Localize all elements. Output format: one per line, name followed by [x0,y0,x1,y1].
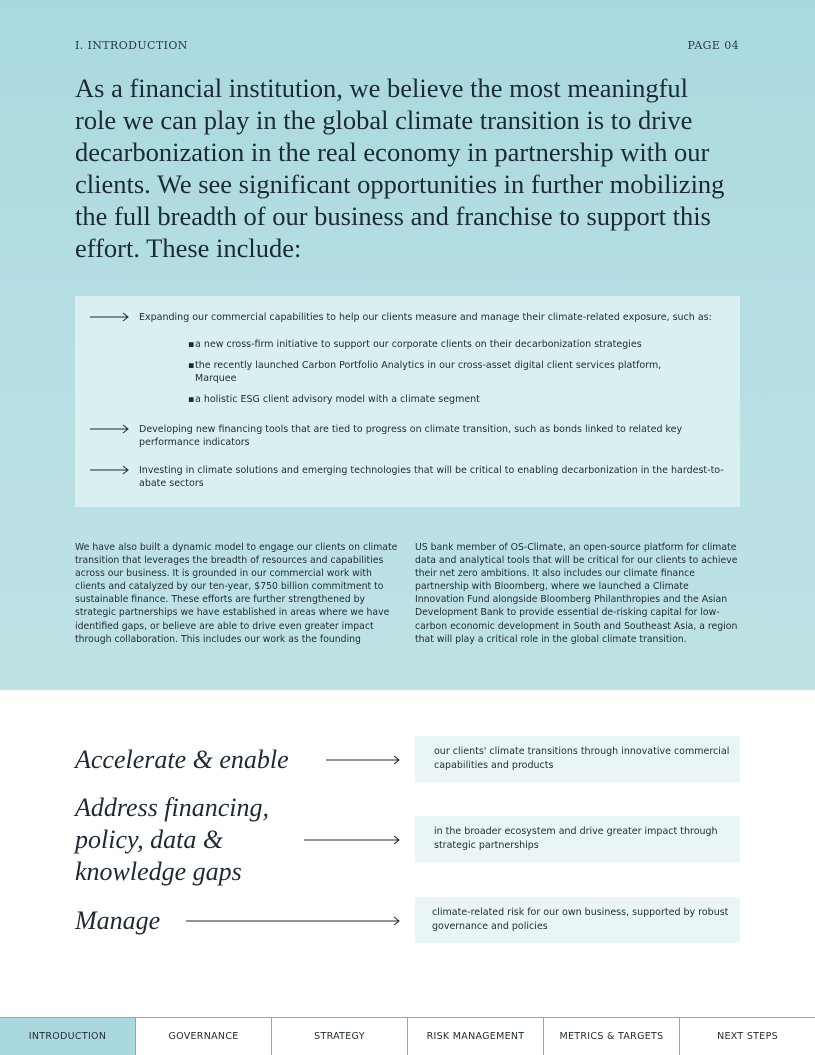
pillar-description: our clients' climate transitions through innovative commercial capabilities and products [434,746,730,771]
pillar-title [75,744,289,776]
nav-tab-governance[interactable]: GOVERNANCE [135,1018,271,1055]
pillar-title [75,905,160,937]
body-paragraph-left: We have also built a dynamic model to engage our clients on climate transition that leverages the breadth of resources and capabilities across our business. It is grounded in our commercial work with clients and catalyzed by our ten-year, $750 billion commitment to sustainable finance. These efforts are further strengthened by strategic partnerships we have established in areas where we have identified gaps, or believe are able to drive even greater impact through collaboration. This includes our work as the founding [75,542,398,645]
pillar-title-line: Accelerate & enable [75,745,289,774]
nav-tab-next-steps[interactable]: NEXT STEPS [679,1018,815,1055]
pillar-description: in the broader ecosystem and drive greater impact through strategic partnerships [434,826,718,851]
sub-list-item [188,338,668,351]
pillar-description-box [415,816,740,862]
page-number: PAGE 04 [687,39,739,52]
arrow-right-icon [186,916,401,926]
pillar-title-line: knowledge gaps [75,857,242,886]
pillar-title-line: policy, data & [75,825,224,854]
arrow-right-icon [90,465,130,475]
section-label: I. INTRODUCTION [75,39,188,52]
sub-item-text: the recently launched Carbon Portfolio Analytics in our cross-asset digital client services platform, Marquee [195,360,662,384]
initiative-item [90,464,729,490]
arrow-right-icon [90,424,130,434]
initiative-text: Investing in climate solutions and emerging technologies that will be critical to enabling decarbonization in the hardest-to-abate sectors [139,465,724,489]
nav-tab-introduction[interactable]: INTRODUCTION [0,1018,135,1055]
arrow-right-icon [304,835,401,845]
initiative-item [90,311,729,324]
body-paragraph-right: US bank member of OS-Climate, an open-source platform for climate data and analytical tools that will be critical for our clients to achieve their net zero ambitions. It also includes our climate finance partnership with Bloomberg, where we launched a Climate Innovation Fund alongside Bloomberg Philanthropies and the Asian Development Bank to provide essential de-risking capital for low-carbon economic development in South and Southeast Asia, a region that will play a critical role in the global climate transition. [415,542,738,645]
bullet: ▪ [188,360,195,371]
pillar-description-box [415,736,740,782]
arrow-right-icon [326,755,401,765]
pillar-title [75,792,269,888]
nav-tab-strategy[interactable]: STRATEGY [271,1018,407,1055]
pillar-title-line: Manage [75,906,161,935]
nav-tab-metrics-targets[interactable]: METRICS & TARGETS [543,1018,679,1055]
bullet: ▪ [188,394,195,405]
section-nav [0,1017,815,1055]
sub-list [188,338,668,414]
initiatives-box [75,296,740,507]
initiative-item [90,423,729,449]
pillar-title-line: Address financing, [75,793,270,822]
headline: As a financial institution, we believe the most meaningful role we can play in the global climate transition is to drive decarbonization in the real economy in partnership with our clients. We see significant opportunities in further mobilizing the full breadth of our business and franchise to support this effort. These include: [75,73,725,263]
bullet: ▪ [188,339,195,350]
sub-item-text: a holistic ESG client advisory model with a climate segment [195,394,480,405]
arrow-right-icon [90,312,130,322]
sub-list-item [188,359,668,385]
sub-item-text: a new cross-firm initiative to support our corporate clients on their decarbonization strategies [195,339,642,350]
initiative-text: Developing new financing tools that are tied to progress on climate transition, such as bonds linked to related key performance indicators [139,424,683,448]
nav-tab-risk-management[interactable]: RISK MANAGEMENT [407,1018,543,1055]
sub-list-item [188,393,668,406]
pillar-description-box [415,897,740,943]
pillar-description: climate-related risk for our own business, supported by robust governance and policies [432,907,729,932]
initiative-text: Expanding our commercial capabilities to help our clients measure and manage their climate-related exposure, such as: [139,312,712,323]
